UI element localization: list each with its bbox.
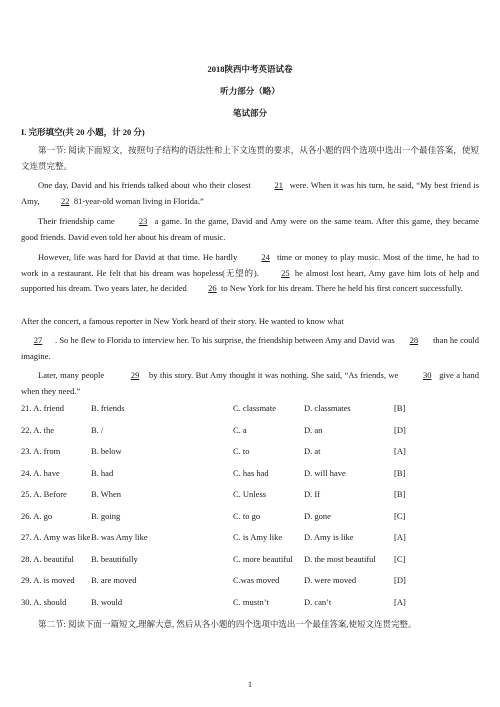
part1-instruction: 第一节: 阅读下面短文，按照句子结构的语法性和上下文连贯的要求，从各小题的四个选项中选出一个最佳答案，使短文连贯完整。: [21, 145, 479, 171]
answer: [C]: [394, 553, 406, 564]
answer: [B]: [394, 467, 406, 478]
answer: [B]: [394, 489, 406, 499]
passage-paragraph-1: One day, David and his friends talked about who their closest 21 were. When it was his turn, he said, “My best friend is Amy, 22 81-year-old woman living in Florida.”: [21, 178, 479, 209]
blank-22: 22: [60, 195, 70, 206]
blank-25: 25: [281, 267, 290, 278]
blank-23: 23: [138, 216, 148, 226]
answer: [D]: [394, 575, 406, 585]
blank-28: 28: [409, 335, 419, 345]
document-page: 2018陕西中考英语试卷 听力部分（略） 笔试部分 I. 完形填空(共 20 小题，计 20 分) 第一节: 阅读下面短文，按照句子结构的语法性和上下文连贯的要求，从各小题的四个选项中选出一个最佳答案，使短文连贯完整。 One day, David and his friends talked about who their closest 21 were. When it was his turn, he said, “My best friend is Amy, 22 81-year-old woman living in Florida.” Their friendship came 23 a game. In the game, David and Amy were on the same team. After this game, they became good friends. David even told her about his dream of music. However, life was hard for David at that time. He hardly 24 time or money to play music. Most of the time, he had to work in a restaurant. He felt that his dream was hopeless(无望的). 25 he almost lost heart, Amy gave him lots of help and supported his dream. Two years later, he decided 26 to New York for his dream. There he held his first concert successfully. After the concert, a famous reporter in New York heard of their story. He wanted to know what 27 . So he flew to Florida to interview her. To his surprise, the friendship between Amy and David was 28 than he could imagine. Later, many people 29 by this story. But Amy thought it was nothing. She said, “As friends, we 30 give a hand when they need.” 21. A. friend B. friends C. classmate D. classmates [B] 22. A. the B. / C. a D. an [D] 23. A. from B. below C. to D. at [A] 24. A. have B. had C. has had D. will have [B] 25. A. Before B. When C. Unless D. If [B] 26. A. go B. going C. to go D. gone [C] 27. A. Amy was like B. was Amy like C. is Amy like D. Amy is like [A] 28. A. beautiful B. beautifully C. more beautiful D. the most beautiful [C] 29. A. is moved B. are moved C.was moved D. were moved [D] 30. A. should B. would C. mustn’t D. can’t [A] 第二节: 阅读下面一篇短文,理解大意, 然后从各小题的四个选项中选出一个最佳答案,使短文连贯完整。 1: [0, 0, 500, 707]
answer: [C]: [394, 510, 406, 521]
passage-paragraph-2: Their friendship came 23 a game. In the game, David and Amy were on the same team. After this game, they became good friends. David even told her about his dream of music.: [21, 216, 479, 242]
blank-30: 30: [423, 370, 432, 380]
blank-26: 26: [208, 283, 217, 293]
page-title: 2018陕西中考英语试卷: [207, 64, 293, 74]
blank-21: 21: [274, 180, 284, 190]
passage-paragraph-5: 27 . So he flew to Florida to interview her. To his surprise, the friendship between Amy and David was 28 than he could imagine.: [21, 335, 479, 361]
passage-paragraph-6: Later, many people 29 by this story. But Amy thought it was nothing. She said, “As friends, we 30 give a hand when they need.”: [21, 370, 479, 396]
answer: [A]: [394, 446, 406, 456]
blank-24: 24: [261, 252, 270, 262]
answer: [B]: [394, 403, 406, 413]
answer: [D]: [394, 424, 406, 435]
written-heading: 笔试部分: [232, 108, 267, 118]
answer: [A]: [394, 596, 406, 607]
part2-instruction: 第二节: 阅读下面一篇短文,理解大意, 然后从各小题的四个选项中选出一个最佳答案,使短文连贯完整。: [38, 619, 417, 629]
blank-29: 29: [130, 370, 140, 380]
answer: [A]: [394, 532, 406, 542]
passage-paragraph-4: After the concert, a famous reporter in New York heard of their story. He wanted to know what: [21, 316, 344, 326]
page-number: 1: [248, 680, 252, 689]
section1-title: I. 完形填空(共 20 小题，计 20 分): [21, 127, 145, 137]
blank-27: 27: [33, 335, 43, 345]
listening-heading: 听力部分（略）: [220, 86, 280, 96]
passage-paragraph-3: However, life was hard for David at that time. He hardly 24 time or money to play music. Most of the time, he had to work in a restaurant. He felt that his dream was hopeless(无望的). 25 he almost lost heart, Amy gave him lots of help and supported his dream. Two years later, he decided 26 to New York for his dream. There he held his first concert successfully.: [21, 250, 479, 297]
